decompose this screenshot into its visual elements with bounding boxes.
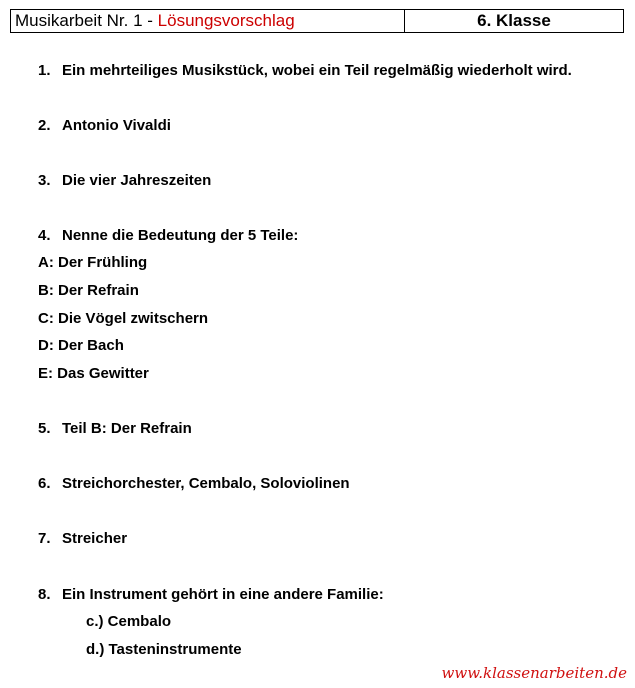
part-b: B: Der Refrain <box>38 282 139 299</box>
answer-5 <box>38 420 192 438</box>
sub-answer-d: d.) Tasteninstrumente <box>86 641 242 658</box>
answer-1 <box>38 62 572 80</box>
answer-number: 5. <box>38 420 51 437</box>
sub-answer-c: c.) Cembalo <box>86 613 172 630</box>
answer-6 <box>38 475 350 493</box>
worksheet-title <box>11 10 405 33</box>
part-d: D: Der Bach <box>38 337 124 354</box>
answer-number: 6. <box>38 475 51 492</box>
title-highlight: Lösungsvorschlag <box>157 11 295 30</box>
answer-2 <box>38 117 171 135</box>
part-c: C: Die Vögel zwitschern <box>38 310 209 327</box>
answer-7 <box>38 530 127 548</box>
part-e: E: Das Gewitter <box>38 365 149 382</box>
answer-number: 3. <box>38 172 51 189</box>
answer-number: 2. <box>38 117 51 134</box>
answer-text: Ein Instrument gehört in eine andere Familie: <box>62 586 384 603</box>
grade-label: 6. Klasse <box>405 10 624 33</box>
answer-text: Antonio Vivaldi <box>62 117 171 134</box>
answer-text: Nenne die Bedeutung der 5 Teile: <box>62 227 299 244</box>
part-a: A: Der Frühling <box>38 254 148 271</box>
site-watermark: www.klassenarbeiten.de <box>441 664 627 682</box>
answer-text: Streichorchester, Cembalo, Soloviolinen <box>62 475 350 492</box>
answer-number: 4. <box>38 227 51 244</box>
answer-8 <box>38 586 384 604</box>
answer-number: 1. <box>38 62 51 79</box>
answer-text: Teil B: Der Refrain <box>62 420 192 437</box>
answer-4 <box>38 227 298 245</box>
header-table <box>10 9 624 33</box>
answer-text: Ein mehrteiliges Musikstück, wobei ein Teil regelmäßig wiederholt wird. <box>62 62 572 79</box>
answer-3 <box>38 172 211 190</box>
answer-text: Die vier Jahreszeiten <box>62 172 212 189</box>
answer-text: Streicher <box>62 530 128 547</box>
answer-number: 7. <box>38 530 51 547</box>
title-prefix: Musikarbeit Nr. 1 - <box>15 11 158 30</box>
answer-number: 8. <box>38 586 51 603</box>
